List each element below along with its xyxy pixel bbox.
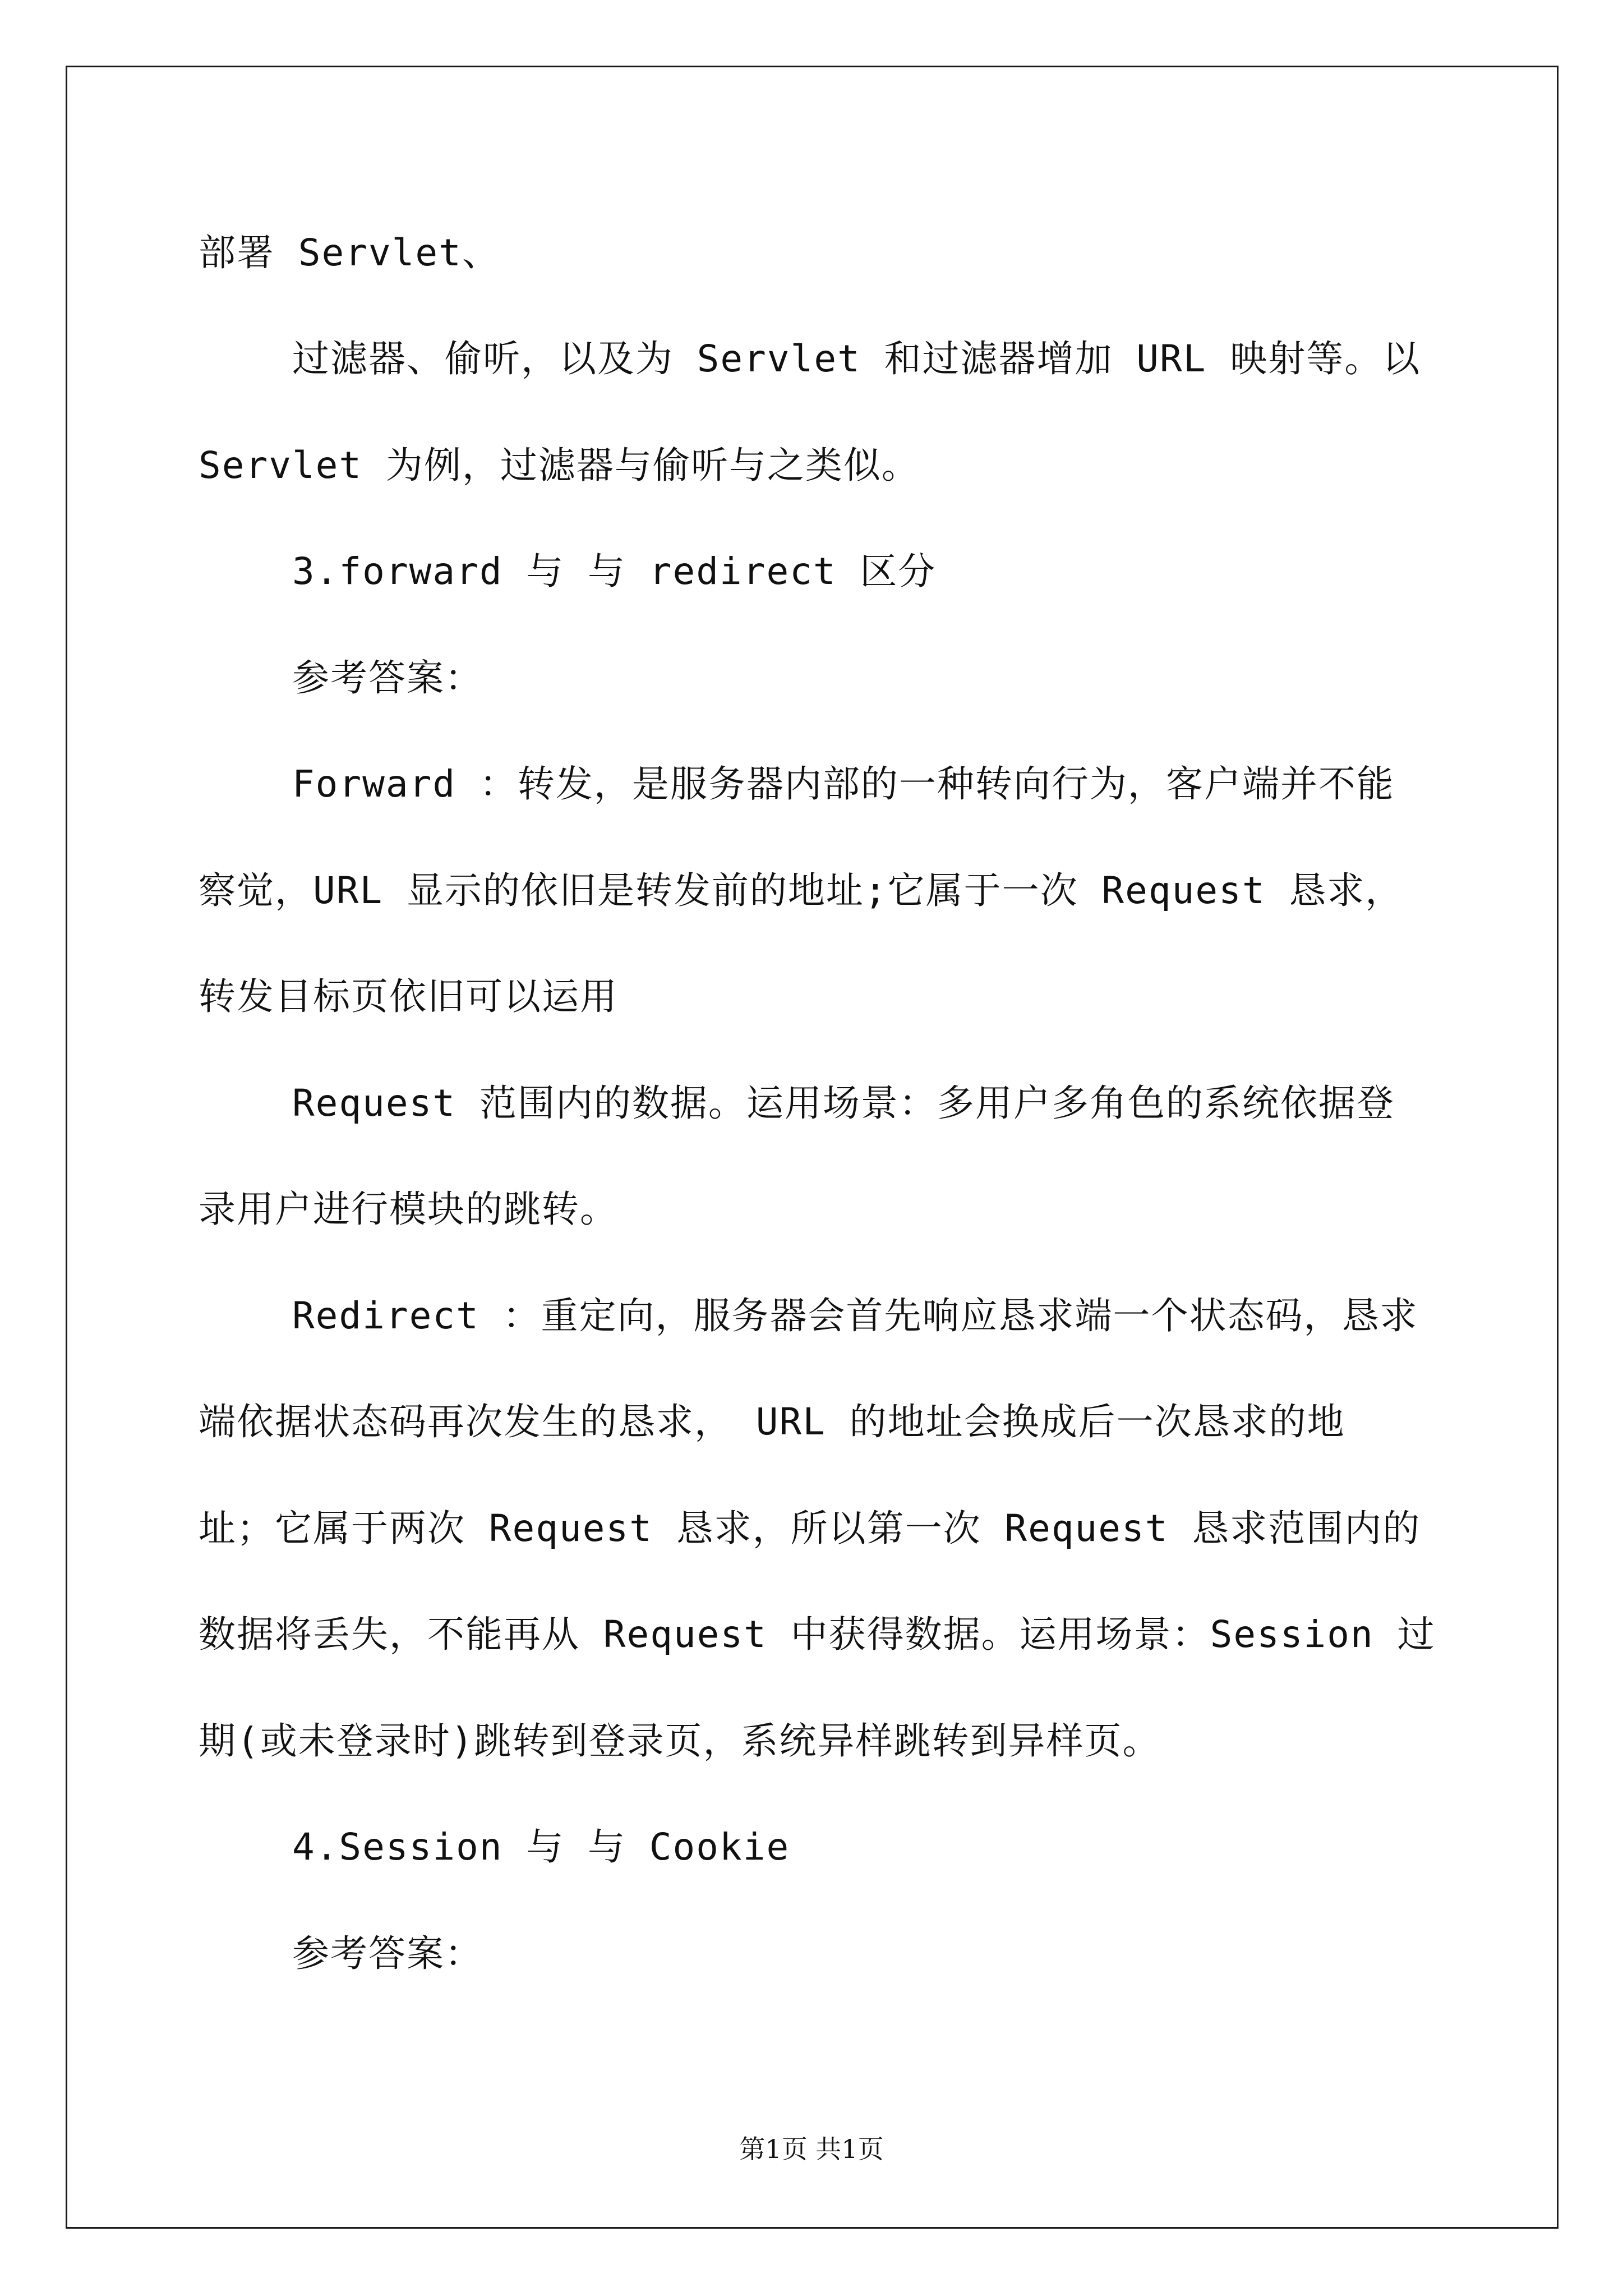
answer-label: 参考答案： [199, 656, 483, 700]
text-line: 期(或未登录时)跳转到登录页，系统异样跳转到异样页。 [199, 1719, 1161, 1763]
text-line: 部署 Servlet、 [199, 231, 500, 274]
text-line: 录用户进行模块的跳转。 [199, 1188, 618, 1231]
page-border [66, 66, 1559, 2229]
text-line: Servlet 为例，过滤器与偷听与之类似。 [199, 444, 920, 487]
section-heading: 3.forward 与 与 redirect 区分 [199, 550, 937, 593]
text-line: 过滤器、偷听，以及为 Servlet 和过滤器增加 URL 映射等。以 [199, 337, 1421, 380]
text-line: Redirect ：重定向，服务器会首先响应恳求端一个状态码，恳求 [199, 1294, 1418, 1337]
text-line: 察觉，URL 显示的依旧是转发前的地址;它属于一次 Request 恳求， [199, 869, 1404, 912]
text-line: Forward ：转发，是服务器内部的一种转向行为，客户端并不能 [199, 762, 1395, 806]
page-number: 第1页 共1页 [739, 2134, 884, 2164]
text-line: Request 范围内的数据。运用场景：多用户多角色的系统依据登 [199, 1082, 1395, 1125]
answer-label: 参考答案： [199, 1932, 483, 1975]
section-heading: 4.Session 与 与 Cookie [199, 1825, 790, 1869]
text-line: 端依据状态码再次发生的恳求， URL 的地址会换成后一次恳求的地 [199, 1400, 1345, 1443]
text-line: 址；它属于两次 Request 恳求，所以第一次 Request 恳求范围内的 [199, 1507, 1421, 1550]
text-line: 转发目标页依旧可以运用 [199, 975, 618, 1018]
text-line: 数据将丢失，不能再从 Request 中获得数据。运用场景：Session 过 [199, 1613, 1436, 1656]
